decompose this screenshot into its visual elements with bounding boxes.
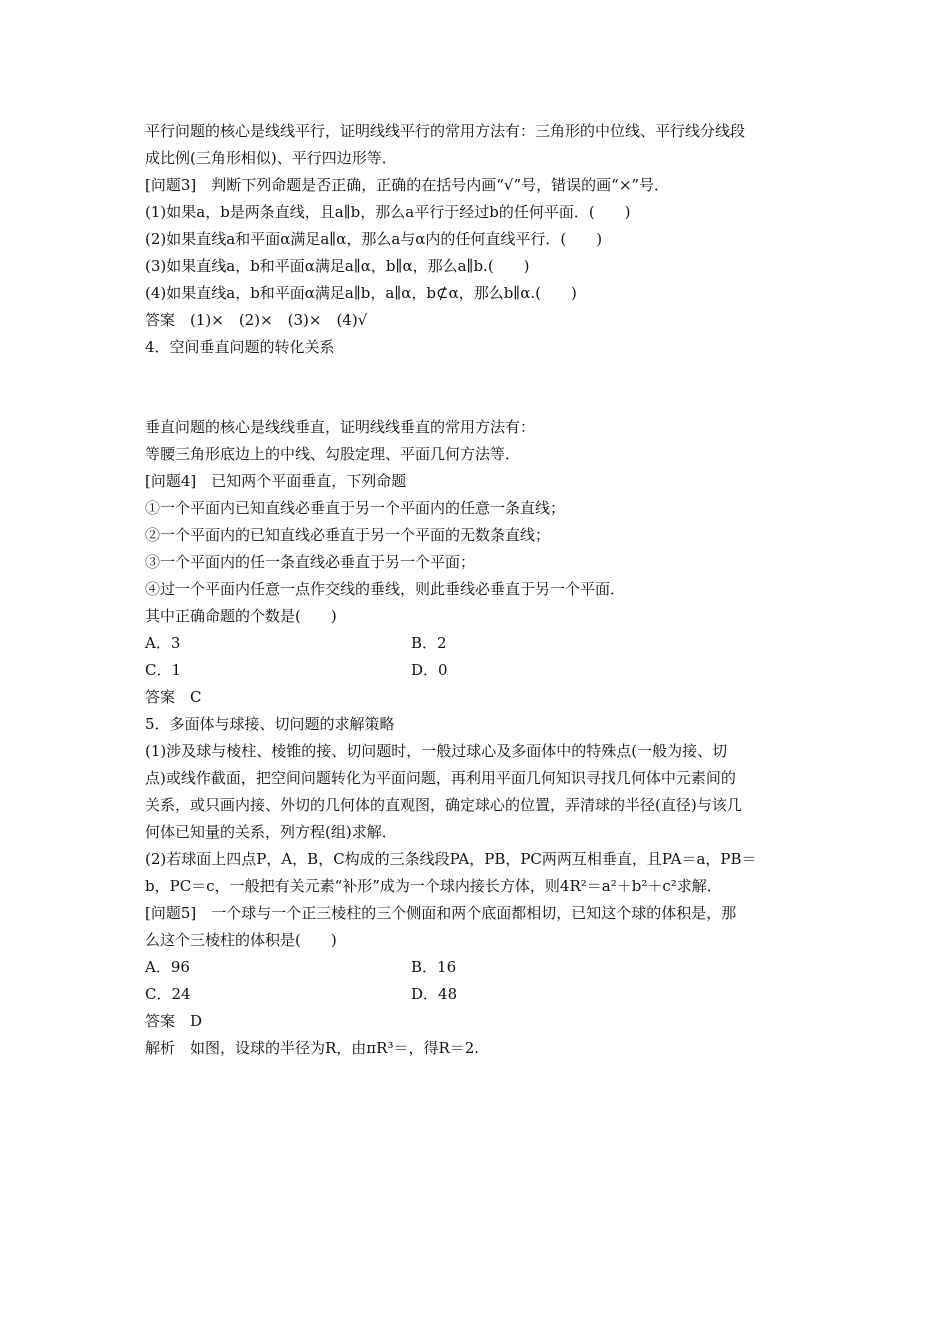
option-b: B．2 [411,634,447,652]
section-5-title: 5．多面体与球接、切问题的求解策略 [145,715,395,733]
paragraph-line: b，PC＝c，一般把有关元素“补形”成为一个球内接长方体，则4R²＝a²＋b²＋c²求解． [145,877,722,895]
option-a: A．3 [145,634,181,652]
spacer [145,361,815,388]
paragraph-line: 垂直问题的核心是线线垂直，证明线线垂直的常用方法有： [145,418,536,436]
question-5-answer: 答案 D [145,1012,203,1030]
question-4-item-4: ④过一个平面内任意一点作交线的垂线，则此垂线必垂直于另一个平面． [145,580,626,598]
question-5-title: [问题5] 一个球与一个正三棱柱的三个侧面和两个底面都相切，已知这个球的体积是，那 [145,904,737,922]
option-c: C．1 [145,661,182,679]
question-3-item-1: (1)如果a，b是两条直线，且a∥b，那么a平行于经过b的任何平面．( ) [145,203,631,221]
paragraph-line: 何体已知量的关系，列方程(组)求解． [145,823,397,841]
option-b: B．16 [411,958,457,976]
spacer [145,388,815,414]
option-d: D．48 [411,985,458,1003]
question-3-answer: 答案 (1)× (2)× (3)× (4)√ [145,311,368,329]
question-4-item-2: ②一个平面内的已知直线必垂直于另一个平面的无数条直线； [145,526,551,544]
document-page [145,118,815,1062]
question-4-item-1: ①一个平面内已知直线必垂直于另一个平面内的任意一条直线； [145,499,566,517]
question-4-answer: 答案 C [145,688,202,706]
option-a: A．96 [145,958,190,976]
question-4-options-row [145,630,815,657]
option-d: D．0 [411,661,448,679]
question-3-item-3: (3)如果直线a，b和平面α满足a∥α，b∥α，那么a∥b.( ) [145,257,530,275]
question-4-options-row [145,657,815,684]
question-5-explanation: 解析 如图，设球的半径为R，由πR³＝，得R＝2. [145,1039,480,1057]
question-3-item-2: (2)如果直线a和平面α满足a∥α，那么a与α内的任何直线平行．( ) [145,230,603,248]
question-5-prompt: 么这个三棱柱的体积是( ) [145,931,337,949]
question-4-title: [问题4] 已知两个平面垂直，下列命题 [145,472,407,490]
paragraph-line: 平行问题的核心是线线平行，证明线线平行的常用方法有：三角形的中位线、平行线分线段 [145,122,746,140]
question-5-options-row [145,981,815,1008]
paragraph-line: (2)若球面上四点P，A，B，C构成的三条线段PA，PB，PC两两互相垂直，且PA＝a，PB＝ [145,850,757,868]
question-3-title: [问题3] 判断下列命题是否正确，正确的在括号内画“√”号，错误的画“×”号． [145,176,670,194]
option-c: C．24 [145,985,191,1003]
question-4-prompt: 其中正确命题的个数是( ) [145,607,337,625]
paragraph-line: 等腰三角形底边上的中线、勾股定理、平面几何方法等． [145,445,521,463]
paragraph-line: 关系，或只画内接、外切的几何体的直观图，确定球心的位置，弄清球的半径(直径)与该几 [145,796,742,814]
paragraph-line: (1)涉及球与棱柱、棱锥的接、切问题时，一般过球心及多面体中的特殊点(一般为接、切 [145,742,728,760]
paragraph-line: 点)或线作截面，把空间问题转化为平面问题，再利用平面几何知识寻找几何体中元素间的 [145,769,736,787]
question-4-item-3: ③一个平面内的任一条直线必垂直于另一个平面； [145,553,476,571]
paragraph-line: 成比例(三角形相似)、平行四边形等． [145,149,397,167]
section-4-title: 4．空间垂直问题的转化关系 [145,338,335,356]
question-5-options-row [145,954,815,981]
question-3-item-4: (4)如果直线a，b和平面α满足a∥b，a∥α，b⊄α，那么b∥α.( ) [145,284,577,302]
